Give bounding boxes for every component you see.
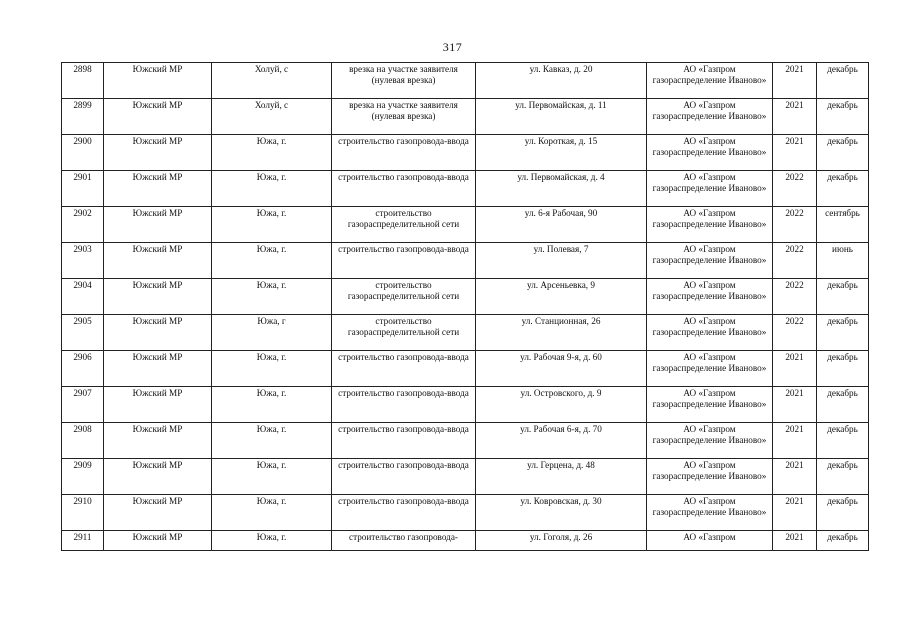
organization-cell: АО «Газпром газораспределение Иваново» [647,387,773,423]
district-cell: Южский МР [104,243,212,279]
address-cell: ул. Гоголя, д. 26 [476,531,647,551]
row-number-cell: 2908 [62,423,104,459]
organization-cell: АО «Газпром газораспределение Иваново» [647,63,773,99]
month-cell: декабрь [817,315,869,351]
address-cell: ул. Короткая, д. 15 [476,135,647,171]
locality-cell: Южа, г. [212,495,332,531]
table-row [62,423,869,459]
table-row [62,243,869,279]
month-cell: июнь [817,243,869,279]
table-row [62,351,869,387]
row-number-cell: 2911 [62,531,104,551]
address-cell: ул. 6-я Рабочая, 90 [476,207,647,243]
district-cell: Южский МР [104,171,212,207]
month-cell: декабрь [817,99,869,135]
month-cell: декабрь [817,279,869,315]
row-number-cell: 2902 [62,207,104,243]
month-cell: декабрь [817,531,869,551]
year-cell: 2021 [773,99,817,135]
table-row [62,459,869,495]
month-cell: декабрь [817,387,869,423]
organization-cell: АО «Газпром газораспределение Иваново» [647,207,773,243]
address-cell: ул. Станционная, 26 [476,315,647,351]
year-cell: 2021 [773,423,817,459]
work-type-cell: строительство газопровода- [332,531,476,551]
row-number-cell: 2905 [62,315,104,351]
address-cell: ул. Полевая, 7 [476,243,647,279]
work-type-cell: строительство газопровода-ввода [332,423,476,459]
work-type-cell: строительство газопровода-ввода [332,351,476,387]
district-cell: Южский МР [104,531,212,551]
work-type-cell: строительство газораспределительной сети [332,279,476,315]
district-cell: Южский МР [104,423,212,459]
work-type-cell: строительство газопровода-ввода [332,135,476,171]
organization-cell: АО «Газпром [647,531,773,551]
district-cell: Южский МР [104,135,212,171]
locality-cell: Холуй, с [212,63,332,99]
address-cell: ул. Герцена, д. 48 [476,459,647,495]
year-cell: 2021 [773,531,817,551]
address-cell: ул. Кавказ, д. 20 [476,63,647,99]
table-row [62,387,869,423]
row-number-cell: 2910 [62,495,104,531]
table-row [62,99,869,135]
table-row [62,207,869,243]
address-cell: ул. Рабочая 9-я, д. 60 [476,351,647,387]
row-number-cell: 2904 [62,279,104,315]
row-number-cell: 2899 [62,99,104,135]
address-cell: ул. Первомайская, д. 4 [476,171,647,207]
year-cell: 2022 [773,279,817,315]
month-cell: декабрь [817,63,869,99]
work-type-cell: врезка на участке заявителя (нулевая врезка) [332,99,476,135]
row-number-cell: 2906 [62,351,104,387]
locality-cell: Южа, г. [212,171,332,207]
organization-cell: АО «Газпром газораспределение Иваново» [647,279,773,315]
month-cell: декабрь [817,495,869,531]
work-type-cell: строительство газопровода-ввода [332,243,476,279]
district-cell: Южский МР [104,99,212,135]
row-number-cell: 2900 [62,135,104,171]
organization-cell: АО «Газпром газораспределение Иваново» [647,243,773,279]
row-number-cell: 2907 [62,387,104,423]
district-cell: Южский МР [104,63,212,99]
locality-cell: Южа, г [212,315,332,351]
locality-cell: Южа, г. [212,135,332,171]
month-cell: декабрь [817,351,869,387]
month-cell: декабрь [817,135,869,171]
organization-cell: АО «Газпром газораспределение Иваново» [647,135,773,171]
year-cell: 2022 [773,243,817,279]
district-cell: Южский МР [104,279,212,315]
district-cell: Южский МР [104,351,212,387]
year-cell: 2021 [773,351,817,387]
row-number-cell: 2903 [62,243,104,279]
table-row [62,495,869,531]
work-type-cell: строительство газопровода-ввода [332,387,476,423]
locality-cell: Южа, г. [212,387,332,423]
page-number: 317 [442,40,463,54]
locality-cell: Южа, г. [212,531,332,551]
month-cell: декабрь [817,459,869,495]
table-row [62,135,869,171]
year-cell: 2021 [773,135,817,171]
district-cell: Южский МР [104,315,212,351]
organization-cell: АО «Газпром газораспределение Иваново» [647,99,773,135]
table-row [62,171,869,207]
year-cell: 2022 [773,171,817,207]
row-number-cell: 2909 [62,459,104,495]
address-cell: ул. Первомайская, д. 11 [476,99,647,135]
table-row [62,315,869,351]
row-number-cell: 2898 [62,63,104,99]
locality-cell: Южа, г. [212,423,332,459]
registry-table [61,62,869,551]
registry-body [62,63,869,551]
organization-cell: АО «Газпром газораспределение Иваново» [647,459,773,495]
address-cell: ул. Арсеньевка, 9 [476,279,647,315]
month-cell: декабрь [817,171,869,207]
table-row [62,63,869,99]
district-cell: Южский МР [104,387,212,423]
address-cell: ул. Ковровская, д. 30 [476,495,647,531]
work-type-cell: врезка на участке заявителя (нулевая врезка) [332,63,476,99]
year-cell: 2021 [773,459,817,495]
row-number-cell: 2901 [62,171,104,207]
year-cell: 2021 [773,387,817,423]
organization-cell: АО «Газпром газораспределение Иваново» [647,423,773,459]
locality-cell: Южа, г. [212,207,332,243]
district-cell: Южский МР [104,207,212,243]
year-cell: 2022 [773,207,817,243]
year-cell: 2021 [773,63,817,99]
district-cell: Южский МР [104,495,212,531]
locality-cell: Южа, г. [212,351,332,387]
locality-cell: Южа, г. [212,243,332,279]
month-cell: декабрь [817,423,869,459]
address-cell: ул. Островского, д. 9 [476,387,647,423]
organization-cell: АО «Газпром газораспределение Иваново» [647,171,773,207]
organization-cell: АО «Газпром газораспределение Иваново» [647,495,773,531]
organization-cell: АО «Газпром газораспределение Иваново» [647,351,773,387]
work-type-cell: строительство газопровода-ввода [332,495,476,531]
year-cell: 2021 [773,495,817,531]
table-row [62,279,869,315]
address-cell: ул. Рабочая 6-я, д. 70 [476,423,647,459]
organization-cell: АО «Газпром газораспределение Иваново» [647,315,773,351]
work-type-cell: строительство газораспределительной сети [332,207,476,243]
work-type-cell: строительство газопровода-ввода [332,459,476,495]
locality-cell: Южа, г. [212,279,332,315]
locality-cell: Холуй, с [212,99,332,135]
month-cell: сентябрь [817,207,869,243]
table-row [62,531,869,551]
year-cell: 2022 [773,315,817,351]
work-type-cell: строительство газораспределительной сети [332,315,476,351]
work-type-cell: строительство газопровода-ввода [332,171,476,207]
locality-cell: Южа, г. [212,459,332,495]
district-cell: Южский МР [104,459,212,495]
